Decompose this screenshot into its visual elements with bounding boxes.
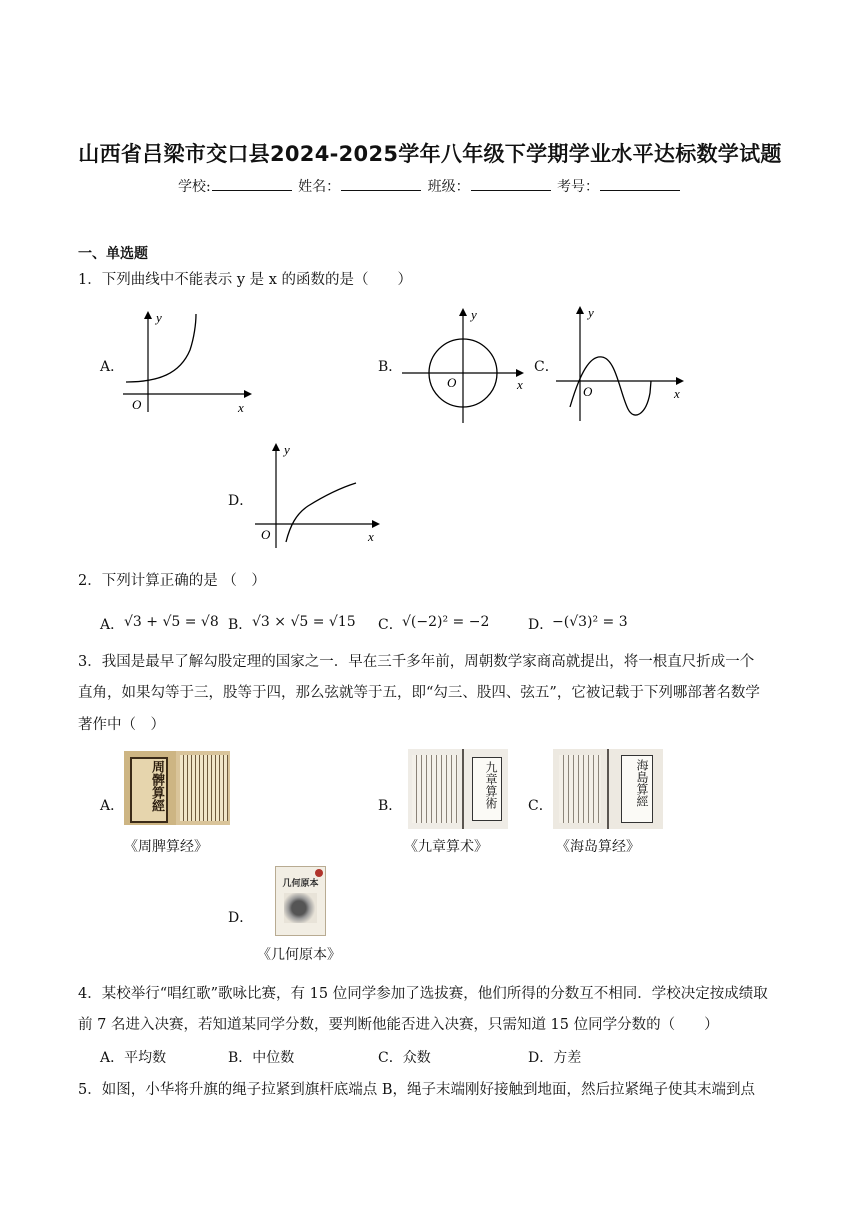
school-label: 学校: — [177, 179, 211, 195]
student-info-line — [0, 176, 860, 196]
name-blank — [341, 178, 421, 191]
axis-x-label: x — [674, 386, 680, 401]
q2-option-a-label: A． — [100, 617, 125, 633]
question-3-line-2: 直角，如果勾等于三，股等于四，那么弦就等于五，即“勾三、股四、弦五”，它被记载于下列哪部著名数学 — [78, 685, 760, 701]
book-cover-title: 周髀算經 — [149, 760, 164, 812]
question-1-text: 1．下列曲线中不能表示 y 是 x 的函数的是（ ） — [78, 272, 413, 288]
book-cover-jihe-image — [275, 866, 326, 936]
exam-no-label: 考号： — [557, 179, 600, 195]
q3-option-a-label: A． — [100, 798, 125, 814]
q4-option-d: D．方差 — [528, 1050, 582, 1066]
q2-option-c-label: C． — [378, 617, 403, 633]
q2-option-c-expr: √(−2)² = −2 — [402, 614, 490, 630]
origin-label: O — [583, 384, 593, 399]
axis-x-label: x — [517, 377, 523, 392]
question-4-line-2: 前 7 名进入决赛，若知道某同学分数，要判断他能否进入决赛，只需知道 15 位同学分数的（ ） — [78, 1017, 719, 1033]
q1-graph-b — [400, 305, 535, 427]
question-3-line-1: 3．我国是最早了解勾股定理的国家之一．早在三千多年前，周朝数学家商高就提出，将一根直尺折成一个 — [78, 654, 755, 670]
q3-option-b-caption: 《九章算术》 — [404, 839, 488, 855]
book-cover-haidao-image — [553, 749, 663, 829]
axis-y-label: y — [284, 442, 290, 457]
q1-option-c-label: C． — [534, 359, 559, 375]
book-cover-jiuzhang-image — [408, 749, 508, 829]
q4-option-a: A．平均数 — [100, 1050, 167, 1066]
book-cover-title: 九章算術 — [484, 761, 498, 809]
question-2-text: 2．下列计算正确的是 （ ） — [78, 573, 266, 589]
name-label: 姓名： — [298, 179, 341, 195]
axis-y-label: y — [588, 305, 594, 320]
axis-x-label: x — [368, 529, 374, 544]
q4-option-c: C．众数 — [378, 1050, 431, 1066]
origin-label: O — [447, 375, 457, 390]
q3-option-b-label: B． — [378, 798, 403, 814]
q1-graph-c — [550, 303, 690, 425]
q2-option-d-expr: −(√3)² = 3 — [552, 614, 628, 630]
q3-option-d-caption: 《几何原本》 — [257, 947, 341, 963]
book-cover-title: 海島算經 — [635, 759, 649, 807]
school-blank — [212, 178, 292, 191]
q2-option-d-label: D． — [528, 617, 554, 633]
question-3-line-3: 著作中（ ） — [78, 717, 165, 733]
page-title: 山西省吕梁市交口县2024-2025学年八年级下学期学业水平达标数学试题 — [78, 142, 782, 166]
q1-option-a-label: A． — [100, 359, 125, 375]
book-cover-zhoubi-image — [124, 751, 230, 825]
q4-option-b: B．中位数 — [228, 1050, 295, 1066]
q1-graph-a — [118, 308, 258, 418]
q3-option-a-caption: 《周脾算经》 — [124, 839, 208, 855]
q3-option-d-label: D． — [228, 910, 254, 926]
q3-option-c-caption: 《海岛算经》 — [556, 839, 640, 855]
book-cover-title: 几何原本 — [282, 879, 319, 889]
q3-option-c-label: C． — [528, 798, 553, 814]
axis-y-label: y — [471, 307, 477, 322]
section-title: 一、单选题 — [78, 246, 148, 262]
exam-no-blank — [600, 178, 680, 191]
q2-option-a-expr: √3 + √5 = √8 — [124, 614, 219, 630]
axis-y-label: y — [156, 310, 162, 325]
q1-option-b-label: B． — [378, 359, 403, 375]
question-5-line-1: 5．如图，小华将升旗的绳子拉紧到旗杆底端点 B，绳子末端刚好接触到地面，然后拉紧绳子使其末端到点 — [78, 1082, 755, 1098]
axis-x-label: x — [238, 400, 244, 415]
q1-option-d-label: D． — [228, 493, 254, 509]
q2-option-b-expr: √3 × √5 = √15 — [252, 614, 356, 630]
q1-graph-d — [250, 440, 390, 555]
q2-option-b-label: B． — [228, 617, 253, 633]
question-4-line-1: 4．某校举行“唱红歌”歌咏比赛，有 15 位同学参加了选拔赛，他们所得的分数互不相同．学校决定按成绩取 — [78, 986, 768, 1002]
class-label: 班级： — [427, 179, 470, 195]
origin-label: O — [132, 397, 142, 412]
origin-label: O — [261, 527, 271, 542]
class-blank — [471, 178, 551, 191]
